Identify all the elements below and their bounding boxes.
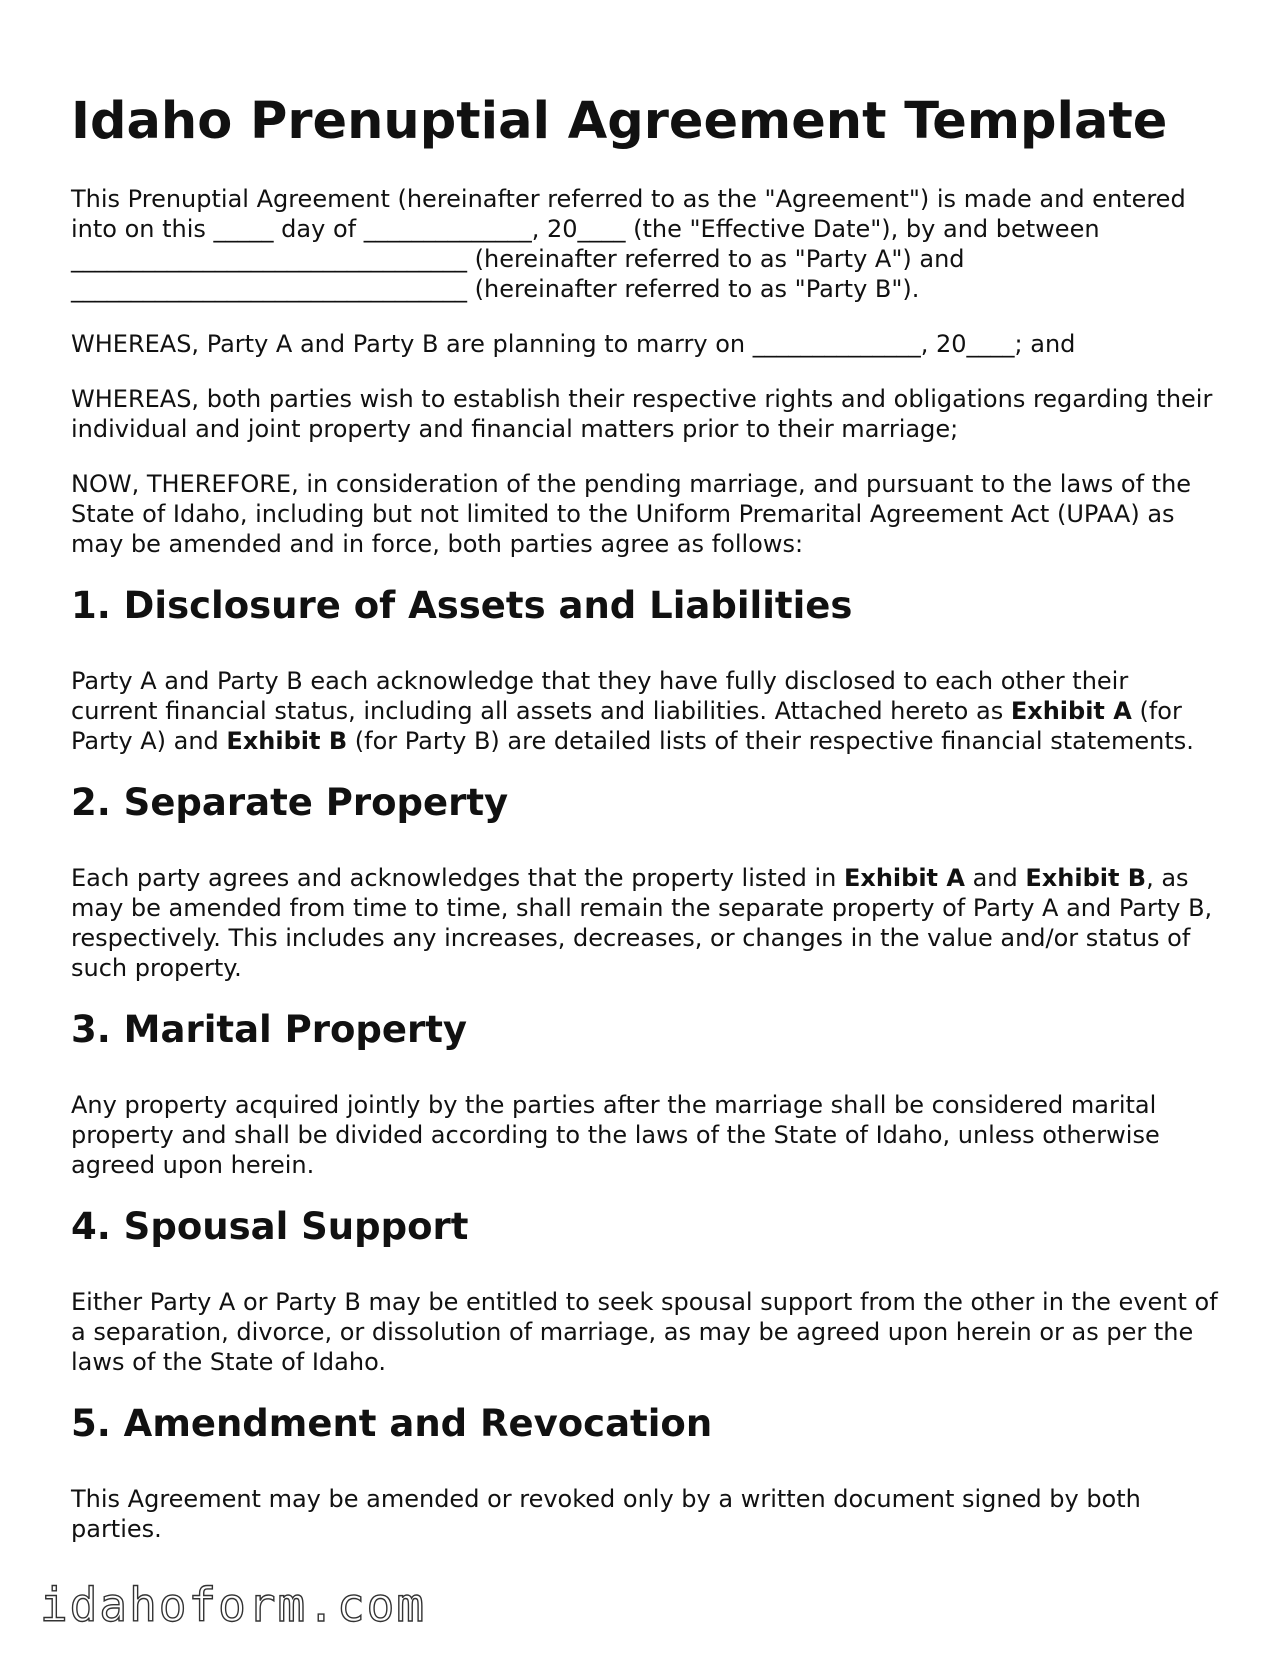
section-text-amendment: This Agreement may be amended or revoked only by a written document signed by both parties.	[71, 1485, 1141, 1543]
intro-paragraph: This Prenuptial Agreement (hereinafter referred to as the "Agreement") is made and entered into on this _____ day of ______________, 20____ (the "Effective Date"), by and between _________________________________ (hereinafter referred to as "Party A") and _________________________________ (hereinafter referred to as "Party B").	[71, 185, 1186, 303]
now-therefore-paragraph: NOW, THEREFORE, in consideration of the pending marriage, and pursuant to the laws of the State of Idaho, including but not limited to the Uniform Premarital Agreement Act (UPAA) as may be amended and in force, both parties agree as follows:	[71, 470, 1192, 558]
section-heading-separate-property: 2. Separate Property	[71, 781, 509, 824]
document-title: Idaho Prenuptial Agreement Template	[71, 92, 1168, 151]
section-text-spousal-support: Either Party A or Party B may be entitled to seek spousal support from the other in the event of a separation, divorce, or dissolution of marriage, as may be agreed upon herein or as per the laws of the State of Idaho.	[71, 1288, 1218, 1376]
section-heading-disclosure: 1. Disclosure of Assets and Liabilities	[71, 584, 853, 627]
document-body	[71, 184, 1221, 1569]
section-heading-amendment: 5. Amendment and Revocation	[71, 1402, 713, 1445]
section-text-marital-property: Any property acquired jointly by the parties after the marriage shall be considered marital property and shall be divided according to the laws of the State of Idaho, unless otherwise agreed upon herein.	[71, 1091, 1160, 1179]
section-text-separate-property: Each party agrees and acknowledges that the property listed in Exhibit A and Exhibit B, as may be amended from time to time, shall remain the separate property of Party A and Party B, respectively. This includes any increases, decreases, or changes in the value and/or status of such property.	[71, 864, 1213, 982]
whereas-rights-paragraph: WHEREAS, both parties wish to establish their respective rights and obligations regarding their individual and joint property and financial matters prior to their marriage;	[71, 385, 1213, 443]
section-text-disclosure: Party A and Party B each acknowledge that they have fully disclosed to each other their current financial status, including all assets and liabilities. Attached hereto as Exhibit A (for Party A) and Exhibit B (for Party B) are detailed lists of their respective financial statements.	[71, 667, 1194, 755]
section-heading-marital-property: 3. Marital Property	[71, 1008, 468, 1051]
site-watermark: idahoform.com	[40, 1578, 427, 1632]
whereas-marriage-paragraph: WHEREAS, Party A and Party B are planning to marry on ______________, 20____; and	[71, 330, 1076, 358]
section-heading-spousal-support: 4. Spousal Support	[71, 1205, 469, 1248]
